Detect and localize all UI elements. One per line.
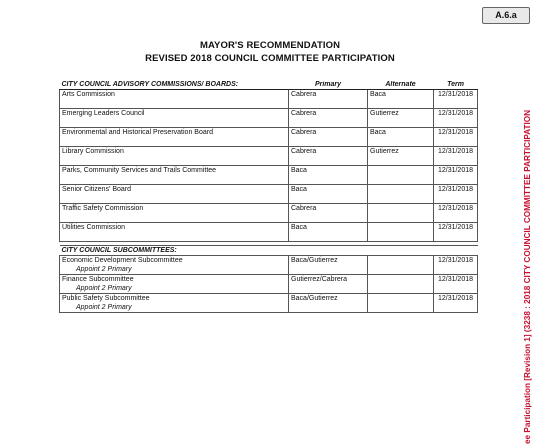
board-name: Utilities Commission xyxy=(60,223,289,242)
alternate-header: Alternate xyxy=(368,81,434,90)
board-name: Parks, Community Services and Trails Committee xyxy=(60,166,289,185)
term-date: 12/31/2018 xyxy=(434,90,478,109)
primary-member: Baca/Gutierrez xyxy=(289,256,368,275)
term-date: 12/31/2018 xyxy=(434,223,478,242)
alternate-member: Baca xyxy=(368,90,434,109)
board-name: Senior Citizens' Board xyxy=(60,185,289,204)
table-row xyxy=(60,128,478,147)
section-header: CITY COUNCIL ADVISORY COMMISSIONS/ BOARDS: xyxy=(60,81,289,90)
subcommittee-note: Appoint 2 Primary xyxy=(76,285,132,292)
subcommittees-heading: CITY COUNCIL SUBCOMMITTEES: xyxy=(60,246,478,256)
subcommittee-cell xyxy=(60,256,289,275)
subcommittee-name: Economic Development Subcommittee xyxy=(62,257,183,264)
term-date: 12/31/2018 xyxy=(434,147,478,166)
term-date: 12/31/2018 xyxy=(434,185,478,204)
primary-member: Cabrera xyxy=(289,128,368,147)
primary-member: Baca/Gutierrez xyxy=(289,294,368,313)
subcommittee-note: Appoint 2 Primary xyxy=(76,304,132,311)
term-date: 12/31/2018 xyxy=(434,109,478,128)
term-date: 12/31/2018 xyxy=(434,256,478,275)
committee-table xyxy=(59,81,478,313)
subcommittee-name: Finance Subcommittee xyxy=(62,276,134,283)
table-row xyxy=(60,185,478,204)
table-row xyxy=(60,256,478,275)
table-row xyxy=(60,147,478,166)
subcommittees-header-row xyxy=(60,246,478,256)
primary-member: Cabrera xyxy=(289,204,368,223)
alternate-member xyxy=(368,223,434,242)
board-name: Emerging Leaders Council xyxy=(60,109,289,128)
table-row xyxy=(60,275,478,294)
primary-member: Baca xyxy=(289,166,368,185)
alternate-member xyxy=(368,294,434,313)
alternate-member xyxy=(368,166,434,185)
alternate-member xyxy=(368,185,434,204)
primary-member: Cabrera xyxy=(289,109,368,128)
subcommittee-name: Public Safety Subcommittee xyxy=(62,295,150,302)
subcommittee-note: Appoint 2 Primary xyxy=(76,266,132,273)
attachment-tag: A.6.a xyxy=(482,7,530,24)
document-subtitle: REVISED 2018 COUNCIL COMMITTEE PARTICIPATION xyxy=(145,53,395,64)
table-row xyxy=(60,166,478,185)
term-date: 12/31/2018 xyxy=(434,204,478,223)
subcommittee-cell xyxy=(60,294,289,313)
primary-member: Baca xyxy=(289,185,368,204)
primary-member: Cabrera xyxy=(289,147,368,166)
board-name: Arts Commission xyxy=(60,90,289,109)
primary-member: Baca xyxy=(289,223,368,242)
alternate-member xyxy=(368,256,434,275)
term-header: Term xyxy=(434,81,478,90)
alternate-member xyxy=(368,204,434,223)
document-title: MAYOR'S RECOMMENDATION xyxy=(199,40,341,51)
table-header-row xyxy=(60,81,478,90)
alternate-member: Baca xyxy=(368,128,434,147)
primary-member: Gutierrez/Cabrera xyxy=(289,275,368,294)
vertical-attachment-label: ee Participation [Revision 1] (3238 : 2018 CITY COUNCIL COMMITTEE PARTICIPATION xyxy=(523,109,532,444)
table-row xyxy=(60,223,478,242)
board-name: Environmental and Historical Preservation Board xyxy=(60,128,289,147)
term-date: 12/31/2018 xyxy=(434,166,478,185)
term-date: 12/31/2018 xyxy=(434,275,478,294)
board-name: Library Commission xyxy=(60,147,289,166)
alternate-member: Gutierrez xyxy=(368,147,434,166)
table-row xyxy=(60,109,478,128)
board-name: Traffic Safety Commission xyxy=(60,204,289,223)
term-date: 12/31/2018 xyxy=(434,128,478,147)
subcommittee-cell xyxy=(60,275,289,294)
primary-member: Cabrera xyxy=(289,90,368,109)
alternate-member xyxy=(368,275,434,294)
term-date: 12/31/2018 xyxy=(434,294,478,313)
primary-header: Primary xyxy=(289,81,368,90)
table-row xyxy=(60,204,478,223)
alternate-member: Gutierrez xyxy=(368,109,434,128)
table-row xyxy=(60,294,478,313)
table-row xyxy=(60,90,478,109)
